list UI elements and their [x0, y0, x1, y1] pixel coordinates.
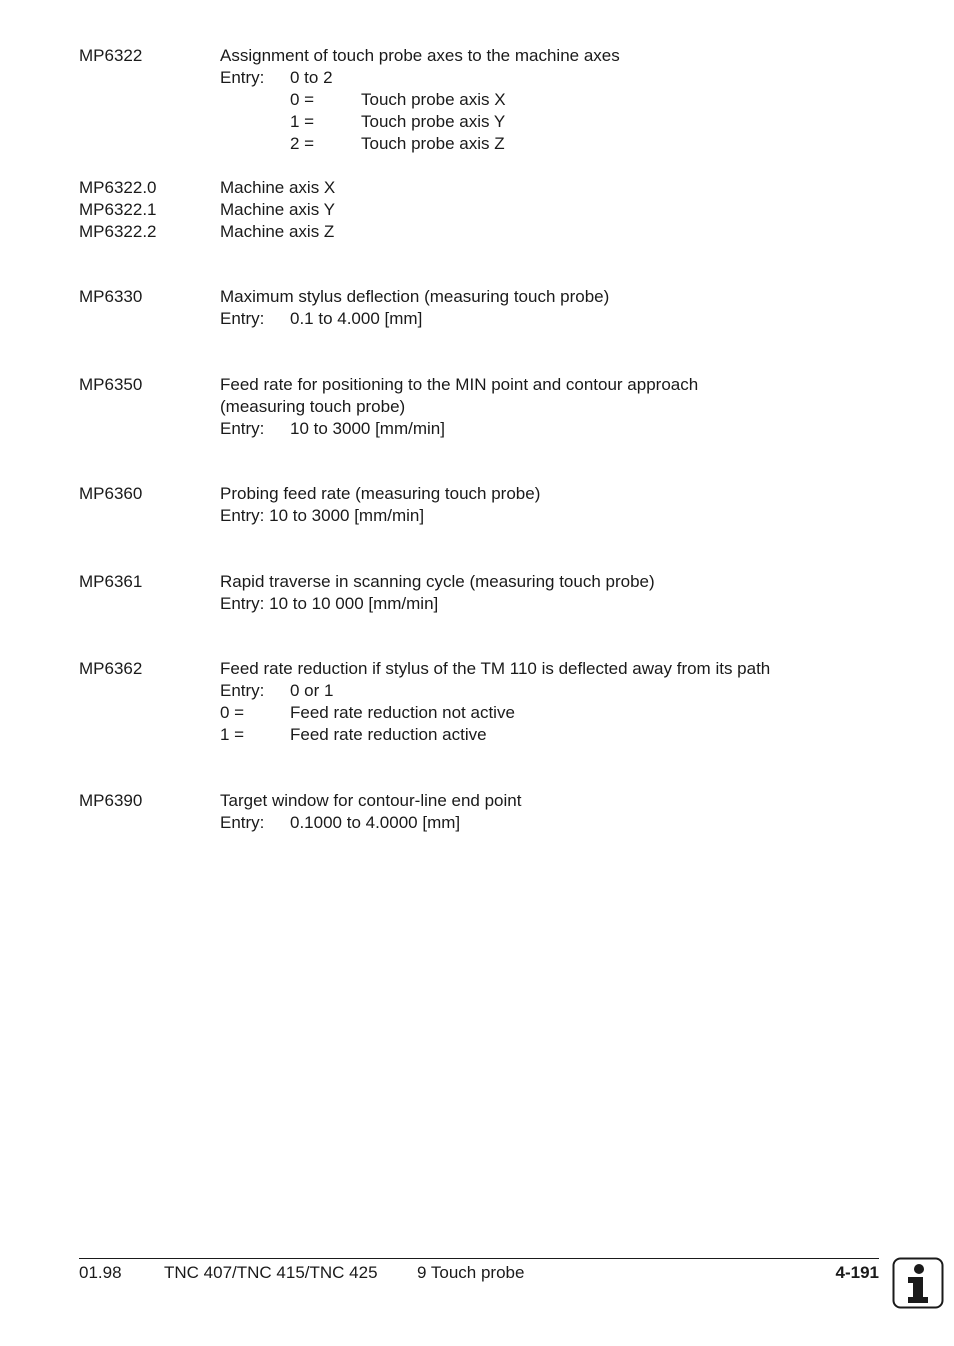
option-key: 0 =: [220, 703, 245, 722]
param-description: Target window for contour-line end point: [220, 791, 522, 810]
param-code: MP6361: [79, 572, 143, 591]
entry-value: 0.1000 to 4.0000 [mm]: [290, 813, 461, 832]
entry-label: Entry:: [220, 813, 265, 832]
entry-value: 0.1 to 4.000 [mm]: [290, 309, 423, 328]
entry-label: Entry:: [220, 419, 265, 438]
subparam-code: MP6322.1: [79, 200, 157, 219]
param-description: Rapid traverse in scanning cycle (measuring touch probe): [220, 572, 655, 591]
param-code: MP6350: [79, 375, 143, 394]
entry-label: Entry:: [220, 68, 265, 87]
footer-model: TNC 407/TNC 415/TNC 425: [164, 1263, 378, 1282]
entry-line: Entry: 10 to 3000 [mm/min]: [220, 506, 425, 525]
param-description: Probing feed rate (measuring touch probe): [220, 484, 541, 503]
param-code: MP6362: [79, 659, 143, 678]
param-description: Feed rate for positioning to the MIN point and contour approach: [220, 375, 699, 394]
param-code: MP6390: [79, 791, 143, 810]
option-key: 2 =: [290, 134, 315, 153]
param-code: MP6360: [79, 484, 143, 503]
param-description: Assignment of touch probe axes to the machine axes: [220, 46, 620, 65]
footer-date: 01.98: [79, 1263, 122, 1282]
page-number: 4-191: [835, 1263, 879, 1282]
subparam-code: MP6322.0: [79, 178, 157, 197]
entry-value: 0 or 1: [290, 681, 334, 700]
param-description-continued: (measuring touch probe): [220, 397, 406, 416]
option-key: 1 =: [290, 112, 315, 131]
entry-value: 10 to 3000 [mm/min]: [290, 419, 445, 438]
subparam-text: Machine axis Y: [220, 200, 335, 219]
option-text: Touch probe axis Z: [361, 134, 505, 153]
footer-divider: [79, 1258, 879, 1259]
param-code: MP6330: [79, 287, 143, 306]
option-text: Feed rate reduction active: [290, 725, 487, 744]
footer-chapter: 9 Touch probe: [417, 1263, 525, 1282]
param-description: Feed rate reduction if stylus of the TM 110 is deflected away from its path: [220, 659, 771, 678]
option-key: 1 =: [220, 725, 245, 744]
entry-value: 0 to 2: [290, 68, 333, 87]
entry-line: Entry: 10 to 10 000 [mm/min]: [220, 594, 439, 613]
info-icon: [892, 1257, 944, 1309]
entry-label: Entry:: [220, 681, 265, 700]
option-key: 0 =: [290, 90, 315, 109]
option-text: Touch probe axis X: [361, 90, 506, 109]
param-description: Maximum stylus deflection (measuring touch probe): [220, 287, 610, 306]
subparam-code: MP6322.2: [79, 222, 157, 241]
option-text: Feed rate reduction not active: [290, 703, 515, 722]
param-code: MP6322: [79, 46, 143, 65]
subparam-text: Machine axis X: [220, 178, 336, 197]
option-text: Touch probe axis Y: [361, 112, 506, 131]
subparam-text: Machine axis Z: [220, 222, 335, 241]
entry-label: Entry:: [220, 309, 265, 328]
